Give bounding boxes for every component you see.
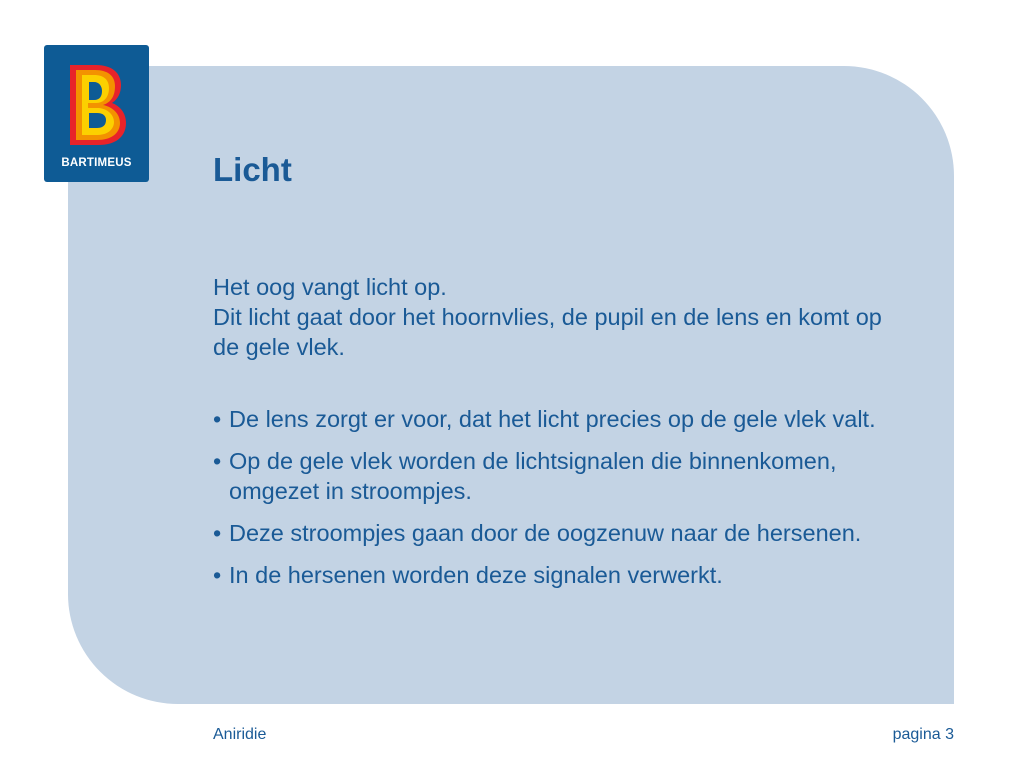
bullet-text: In de hersenen worden deze signalen verwerkt. bbox=[229, 562, 723, 588]
bullet-dot: • bbox=[213, 520, 222, 546]
intro-line: Dit licht gaat door het hoornvlies, de pupil en de lens en komt op de gele vlek. bbox=[213, 304, 882, 360]
bullet-item bbox=[213, 404, 913, 434]
bullet-dot: • bbox=[213, 562, 222, 588]
bullet-item bbox=[213, 560, 913, 590]
page-number: pagina 3 bbox=[892, 726, 954, 743]
bullet-item bbox=[213, 518, 913, 548]
bullet-dot: • bbox=[213, 406, 222, 432]
bullet-item bbox=[213, 446, 913, 506]
bullet-dot: • bbox=[213, 448, 222, 474]
bartimeus-logo bbox=[44, 45, 149, 182]
intro-text bbox=[213, 272, 913, 362]
footer-topic: Aniridie bbox=[213, 726, 267, 743]
slide-title: Licht bbox=[213, 151, 292, 188]
slide-body bbox=[213, 272, 913, 590]
intro-line: Het oog vangt licht op. bbox=[213, 274, 447, 300]
bartimeus-b-icon bbox=[62, 59, 132, 151]
bullet-list bbox=[213, 404, 913, 590]
bullet-text: Op de gele vlek worden de lichtsignalen die binnenkomen, omgezet in stroompjes. bbox=[229, 448, 837, 504]
bullet-text: Deze stroompjes gaan door de oogzenuw naar de hersenen. bbox=[229, 520, 862, 546]
logo-text: BARTIMEUS bbox=[61, 157, 132, 169]
bullet-text: De lens zorgt er voor, dat het licht precies op de gele vlek valt. bbox=[229, 406, 876, 432]
